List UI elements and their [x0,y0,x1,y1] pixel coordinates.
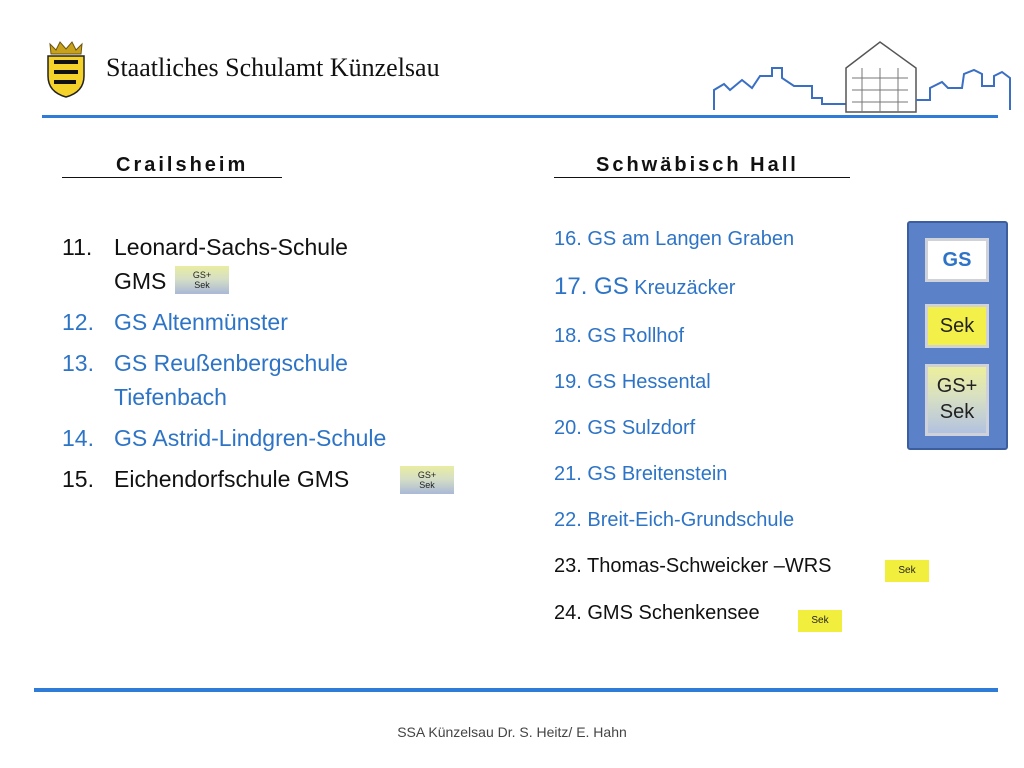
list-number: 15. [62,466,94,492]
list-item-school-12 [62,305,288,339]
school-name: Leonard-Sachs-Schule [114,234,348,260]
list-item-school-22: 22. Breit-Eich-Grundschule [554,509,795,531]
list-item-school-21: 21. GS Breitenstein [554,463,728,485]
list-item-school-11 [62,230,348,264]
school-type-line: GMS [114,268,167,294]
badge-line: GS+ [192,270,212,280]
badge-line: Sek [194,280,210,290]
list-item-school-16: 16. GS am Langen Graben [554,228,795,250]
list-item-school-20: 20. GS Sulzdorf [554,417,696,439]
office-title: Staatliches Schulamt Künzelsau [106,53,440,82]
town-skyline-illustration [712,38,1012,116]
list-item-school-24: 24. GMS Schenkensee [554,602,760,624]
school-name: GS Reußenbergschule [114,350,348,376]
list-item-school-13 [62,346,348,380]
coat-of-arms-logo [44,40,88,98]
school-location-line: Tiefenbach [114,384,227,410]
list-item-school-19: 19. GS Hessental [554,371,711,393]
legend-line: Sek [939,401,975,423]
gs-plus-sek-badge [400,466,454,494]
header-rule [42,115,998,118]
school-name: GS Astrid-Lindgren-Schule [114,425,387,451]
list-item-school-15 [62,462,349,496]
school-type-legend [907,221,1008,450]
list-number: 14. [62,425,94,451]
school-name: Kreuzäcker [628,277,736,299]
legend-gs: GS [925,238,989,282]
list-item-school-23: 23. Thomas-Schweicker –WRS [554,555,832,577]
footer-credit: SSA Künzelsau Dr. S. Heitz/ E. Hahn [397,724,627,740]
gs-plus-sek-badge [175,266,229,294]
legend-sek: Sek [925,304,989,348]
footer-rule [34,688,998,692]
legend-line: GS+ [936,375,978,397]
list-number: 12. [62,309,94,335]
badge-line: GS+ [417,470,437,480]
school-name: GS Altenmünster [114,309,288,335]
sek-badge: Sek [798,610,842,632]
sek-badge: Sek [885,560,929,582]
list-item-school-14 [62,421,386,455]
list-item-school-17 [554,274,735,301]
column-heading-schwaebisch-hall: Schwäbisch Hall [554,153,850,178]
column-heading-crailsheim: Crailsheim [62,153,282,178]
list-number: 13. [62,350,94,376]
school-name: Eichendorfschule GMS [114,466,350,492]
badge-line: Sek [419,480,435,490]
list-number: 11. [62,234,93,260]
legend-gs-plus-sek [925,364,989,436]
list-item-school-18: 18. GS Rollhof [554,325,685,347]
school-number-type: 17. GS [554,273,629,300]
